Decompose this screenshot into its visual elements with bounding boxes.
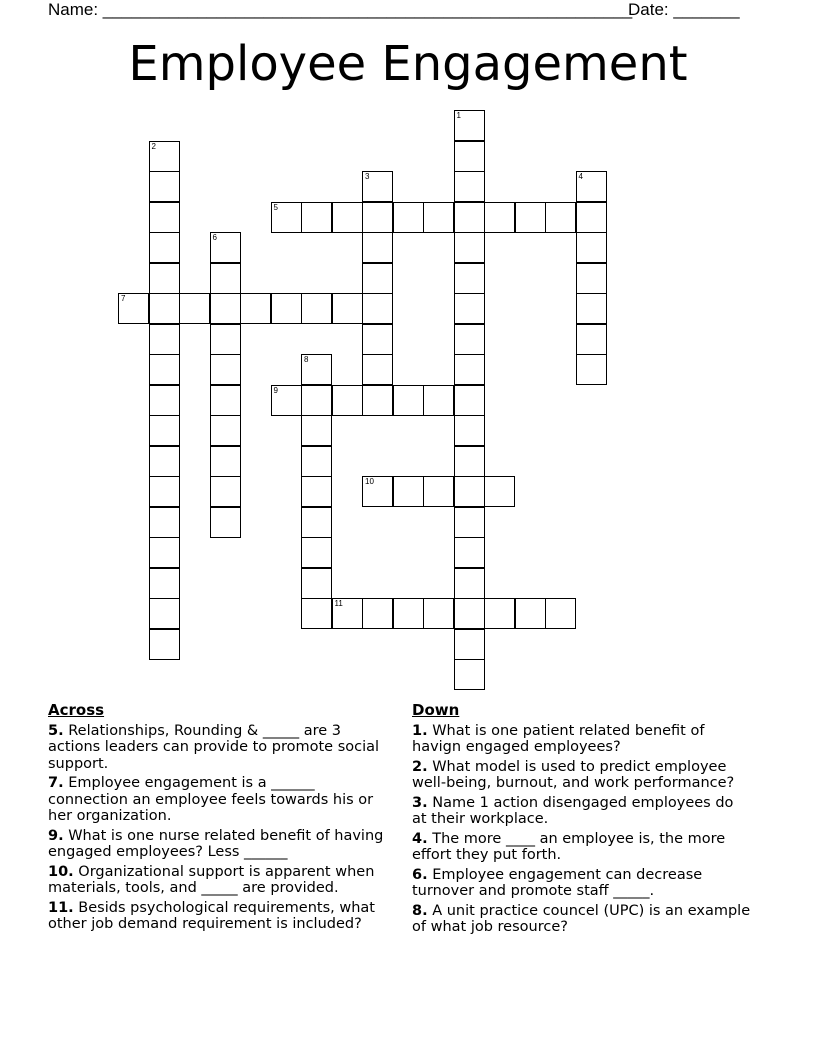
date-field[interactable]: Date: _______ bbox=[628, 0, 740, 19]
grid-cell[interactable] bbox=[515, 202, 546, 233]
grid-cell[interactable] bbox=[149, 324, 180, 355]
grid-cell[interactable] bbox=[576, 232, 607, 263]
clue-item bbox=[412, 759, 752, 792]
grid-cell[interactable] bbox=[393, 476, 424, 507]
grid-cell[interactable] bbox=[454, 141, 485, 172]
clue-item-number: 5. bbox=[48, 722, 64, 739]
clue-item bbox=[48, 723, 388, 773]
clue-item-text: Employee engagement is a ______ connection an employee feels towards his or her organization. bbox=[48, 775, 374, 824]
grid-cell[interactable] bbox=[576, 354, 607, 385]
grid-cell[interactable] bbox=[484, 476, 515, 507]
clue-item-number: 4. bbox=[412, 830, 428, 847]
grid-cell[interactable] bbox=[210, 232, 241, 263]
clue-number: 5 bbox=[273, 202, 278, 212]
clue-item-number: 9. bbox=[48, 827, 64, 844]
grid-cell[interactable] bbox=[332, 385, 363, 416]
clue-item-text: The more ____ an employee is, the more effort they put forth. bbox=[412, 830, 726, 863]
grid-cell[interactable] bbox=[454, 476, 485, 507]
across-heading: Across bbox=[48, 701, 105, 719]
grid-cell[interactable] bbox=[454, 232, 485, 263]
clue-item-text: What is one patient related benefit of havign engaged employees? bbox=[412, 722, 705, 755]
grid-cell[interactable] bbox=[210, 476, 241, 507]
grid-cell[interactable] bbox=[515, 598, 546, 629]
grid-cell[interactable] bbox=[301, 507, 332, 538]
grid-cell[interactable] bbox=[454, 659, 485, 690]
grid-cell[interactable] bbox=[545, 598, 576, 629]
grid-cell[interactable] bbox=[149, 141, 180, 172]
clue-item-text: A unit practice councel (UPC) is an example of what job resource? bbox=[412, 902, 751, 935]
grid-cell[interactable] bbox=[362, 171, 393, 202]
grid-cell[interactable] bbox=[393, 202, 424, 233]
clue-item-number: 6. bbox=[412, 866, 428, 883]
grid-cell[interactable] bbox=[576, 202, 607, 233]
grid-cell[interactable] bbox=[149, 263, 180, 294]
clue-item-number: 3. bbox=[412, 794, 428, 811]
clue-item bbox=[412, 831, 752, 864]
grid-cell[interactable] bbox=[210, 385, 241, 416]
clue-item bbox=[48, 775, 388, 825]
grid-cell[interactable] bbox=[301, 354, 332, 385]
grid-cell[interactable] bbox=[393, 598, 424, 629]
across-clue-list bbox=[48, 723, 388, 933]
grid-cell[interactable] bbox=[301, 385, 332, 416]
grid-cell[interactable] bbox=[454, 263, 485, 294]
grid-cell[interactable] bbox=[576, 263, 607, 294]
grid-cell[interactable] bbox=[362, 263, 393, 294]
grid-cell[interactable] bbox=[362, 385, 393, 416]
clue-item-number: 2. bbox=[412, 758, 428, 775]
grid-cell[interactable] bbox=[149, 232, 180, 263]
down-heading: Down bbox=[412, 701, 460, 719]
grid-cell[interactable] bbox=[271, 293, 302, 324]
clue-number: 10 bbox=[365, 477, 374, 486]
clue-item-text: Employee engagement can decrease turnover and promote staff _____. bbox=[412, 866, 703, 899]
grid-cell[interactable] bbox=[545, 202, 576, 233]
clue-item-text: What model is used to predict employee well-being, burnout, and work performance? bbox=[412, 758, 735, 791]
grid-cell[interactable] bbox=[484, 202, 515, 233]
grid-cell[interactable] bbox=[210, 446, 241, 477]
grid-cell[interactable] bbox=[149, 598, 180, 629]
grid-cell[interactable] bbox=[301, 446, 332, 477]
grid-cell[interactable] bbox=[454, 354, 485, 385]
clue-number: 3 bbox=[365, 172, 370, 181]
grid-cell[interactable] bbox=[149, 171, 180, 202]
clue-item-text: Organizational support is apparent when materials, tools, and _____ are provided. bbox=[48, 863, 375, 896]
grid-cell[interactable] bbox=[454, 629, 485, 660]
clue-item-text: Besids psychological requirements, what other job demand requirement is included? bbox=[48, 899, 375, 932]
grid-cell[interactable] bbox=[362, 354, 393, 385]
grid-cell[interactable] bbox=[210, 263, 241, 294]
grid-cell[interactable] bbox=[454, 324, 485, 355]
grid-cell[interactable] bbox=[210, 293, 241, 324]
grid-cell[interactable] bbox=[271, 202, 302, 233]
grid-cell[interactable] bbox=[179, 293, 210, 324]
grid-cell[interactable] bbox=[576, 324, 607, 355]
grid-cell[interactable] bbox=[149, 507, 180, 538]
clue-item bbox=[48, 828, 388, 861]
grid-cell[interactable] bbox=[454, 415, 485, 446]
grid-cell[interactable] bbox=[149, 476, 180, 507]
grid-cell[interactable] bbox=[454, 293, 485, 324]
down-clues bbox=[412, 702, 752, 939]
grid-cell[interactable] bbox=[576, 293, 607, 324]
grid-cell[interactable] bbox=[149, 415, 180, 446]
clue-number: 9 bbox=[273, 385, 278, 395]
grid-cell[interactable] bbox=[332, 293, 363, 324]
clue-number: 2 bbox=[151, 141, 156, 151]
grid-cell[interactable] bbox=[301, 293, 332, 324]
grid-cell[interactable] bbox=[149, 568, 180, 599]
grid-cell[interactable] bbox=[576, 171, 607, 202]
grid-cell[interactable] bbox=[484, 598, 515, 629]
clue-item-number: 8. bbox=[412, 902, 428, 919]
grid-cell[interactable] bbox=[423, 202, 454, 233]
grid-cell[interactable] bbox=[454, 385, 485, 416]
grid-cell[interactable] bbox=[362, 476, 393, 507]
grid-cell[interactable] bbox=[301, 537, 332, 568]
grid-cell[interactable] bbox=[301, 476, 332, 507]
grid-cell[interactable] bbox=[118, 293, 149, 324]
grid-cell[interactable] bbox=[149, 537, 180, 568]
grid-cell[interactable] bbox=[362, 232, 393, 263]
name-field[interactable]: Name: ________________________________________________________ bbox=[48, 0, 633, 19]
grid-cell[interactable] bbox=[149, 293, 180, 324]
grid-cell[interactable] bbox=[301, 598, 332, 629]
grid-cell[interactable] bbox=[332, 202, 363, 233]
grid-cell[interactable] bbox=[301, 568, 332, 599]
clue-item bbox=[48, 900, 388, 933]
grid-cell[interactable] bbox=[454, 110, 485, 141]
grid-cell[interactable] bbox=[301, 415, 332, 446]
grid-cell[interactable] bbox=[149, 446, 180, 477]
grid-cell[interactable] bbox=[149, 202, 180, 233]
grid-cell[interactable] bbox=[149, 629, 180, 660]
grid-cell[interactable] bbox=[423, 598, 454, 629]
grid-cell[interactable] bbox=[454, 446, 485, 477]
grid-cell[interactable] bbox=[271, 385, 302, 416]
clue-number: 8 bbox=[304, 355, 309, 364]
clue-number: 6 bbox=[212, 233, 217, 242]
grid-cell[interactable] bbox=[454, 537, 485, 568]
clue-number: 1 bbox=[456, 111, 461, 120]
grid-cell[interactable] bbox=[454, 171, 485, 202]
clue-item bbox=[412, 867, 752, 900]
clue-item bbox=[48, 864, 388, 897]
page-title: Employee Engagement bbox=[128, 36, 688, 92]
clue-number: 7 bbox=[121, 294, 126, 303]
clue-item-number: 10. bbox=[48, 863, 74, 880]
clue-number: 11 bbox=[334, 599, 343, 608]
grid-cell[interactable] bbox=[240, 293, 271, 324]
clue-item-text: Relationships, Rounding & _____ are 3 actions leaders can provide to promote social support. bbox=[48, 722, 380, 772]
grid-cell[interactable] bbox=[210, 324, 241, 355]
grid-cell[interactable] bbox=[423, 476, 454, 507]
clue-item-text: What is one nurse related benefit of having engaged employees? Less ______ bbox=[48, 827, 384, 860]
clue-item bbox=[412, 903, 752, 936]
grid-cell[interactable] bbox=[362, 202, 393, 233]
clue-item bbox=[412, 723, 752, 756]
grid-cell[interactable] bbox=[210, 354, 241, 385]
clue-item-number: 7. bbox=[48, 775, 64, 791]
clue-number: 4 bbox=[578, 172, 583, 181]
grid-cell[interactable] bbox=[454, 568, 485, 599]
down-clue-list bbox=[412, 723, 752, 936]
grid-cell[interactable] bbox=[210, 415, 241, 446]
clue-item-number: 1. bbox=[412, 722, 428, 739]
clue-item-number: 11. bbox=[48, 899, 74, 916]
clue-item bbox=[412, 795, 752, 828]
grid-cell[interactable] bbox=[393, 385, 424, 416]
grid-cell[interactable] bbox=[362, 293, 393, 324]
grid-cell[interactable] bbox=[454, 598, 485, 629]
grid-cell[interactable] bbox=[210, 507, 241, 538]
grid-cell[interactable] bbox=[423, 385, 454, 416]
across-clues bbox=[48, 702, 388, 936]
clue-item-text: Name 1 action disengaged employees do at their workplace. bbox=[412, 794, 734, 827]
grid-cell[interactable] bbox=[149, 354, 180, 385]
grid-cell[interactable] bbox=[301, 202, 332, 233]
grid-cell[interactable] bbox=[362, 598, 393, 629]
grid-cell[interactable] bbox=[454, 507, 485, 538]
grid-cell[interactable] bbox=[454, 202, 485, 233]
grid-cell[interactable] bbox=[149, 385, 180, 416]
grid-cell[interactable] bbox=[332, 598, 363, 629]
grid-cell[interactable] bbox=[362, 324, 393, 355]
